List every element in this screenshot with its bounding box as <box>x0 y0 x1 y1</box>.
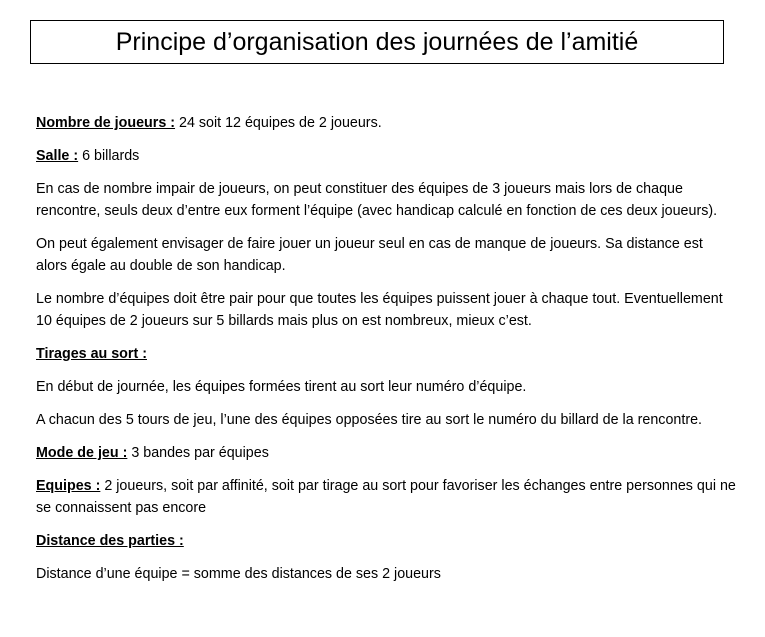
label-mode-jeu: Mode de jeu : <box>36 445 128 461</box>
document-body <box>36 112 736 596</box>
paragraph-distance: Distance d’une équipe = somme des distances de ses 2 joueurs <box>36 566 441 582</box>
paragraph-nombre-joueurs <box>36 112 736 134</box>
label-salle: Salle : <box>36 148 79 164</box>
title-box <box>30 20 724 64</box>
paragraph-seul: On peut également envisager de faire jouer un joueur seul en cas de manque de joueurs. Sa distance est alors égale au double de son handicap. <box>36 236 703 274</box>
paragraph-equipes <box>36 475 736 519</box>
label-tirages: Tirages au sort : <box>36 346 147 362</box>
page-title: Principe d’organisation des journées de l’amitié <box>115 27 639 56</box>
text-salle: 6 billards <box>78 148 140 164</box>
paragraph-mode-jeu <box>36 442 736 464</box>
paragraph-pair: Le nombre d’équipes doit être pair pour que toutes les équipes puissent jouer à chaque tout. Eventuellement 10 équipes de 2 joueurs sur 5 billards mais plus on est nombreux, mieux c’est. <box>36 291 723 329</box>
text-equipes: 2 joueurs, soit par affinité, soit par tirage au sort pour favoriser les échanges entre personnes qui ne se connaissent pas encore <box>36 478 736 516</box>
paragraph-distance-parties <box>36 530 736 552</box>
label-equipes: Equipes : <box>36 478 101 494</box>
paragraph-impair: En cas de nombre impair de joueurs, on peut constituer des équipes de 3 joueurs mais lors de chaque rencontre, seuls deux d’entre eux forment l’équipe (avec handicap calculé en fonction de ces deux joueurs). <box>36 181 718 219</box>
text-mode-jeu: 3 bandes par équipes <box>127 445 269 461</box>
paragraph-salle <box>36 145 736 167</box>
label-distance-parties: Distance des parties : <box>36 533 184 549</box>
paragraph-tirages <box>36 343 736 365</box>
text-nombre-joueurs: 24 soit 12 équipes de 2 joueurs. <box>175 115 382 131</box>
paragraph-debut: En début de journée, les équipes formées tirent au sort leur numéro d’équipe. <box>36 379 527 395</box>
paragraph-tours: A chacun des 5 tours de jeu, l’une des équipes opposées tire au sort le numéro du billard de la rencontre. <box>36 412 703 428</box>
label-nombre-joueurs: Nombre de joueurs : <box>36 115 176 131</box>
